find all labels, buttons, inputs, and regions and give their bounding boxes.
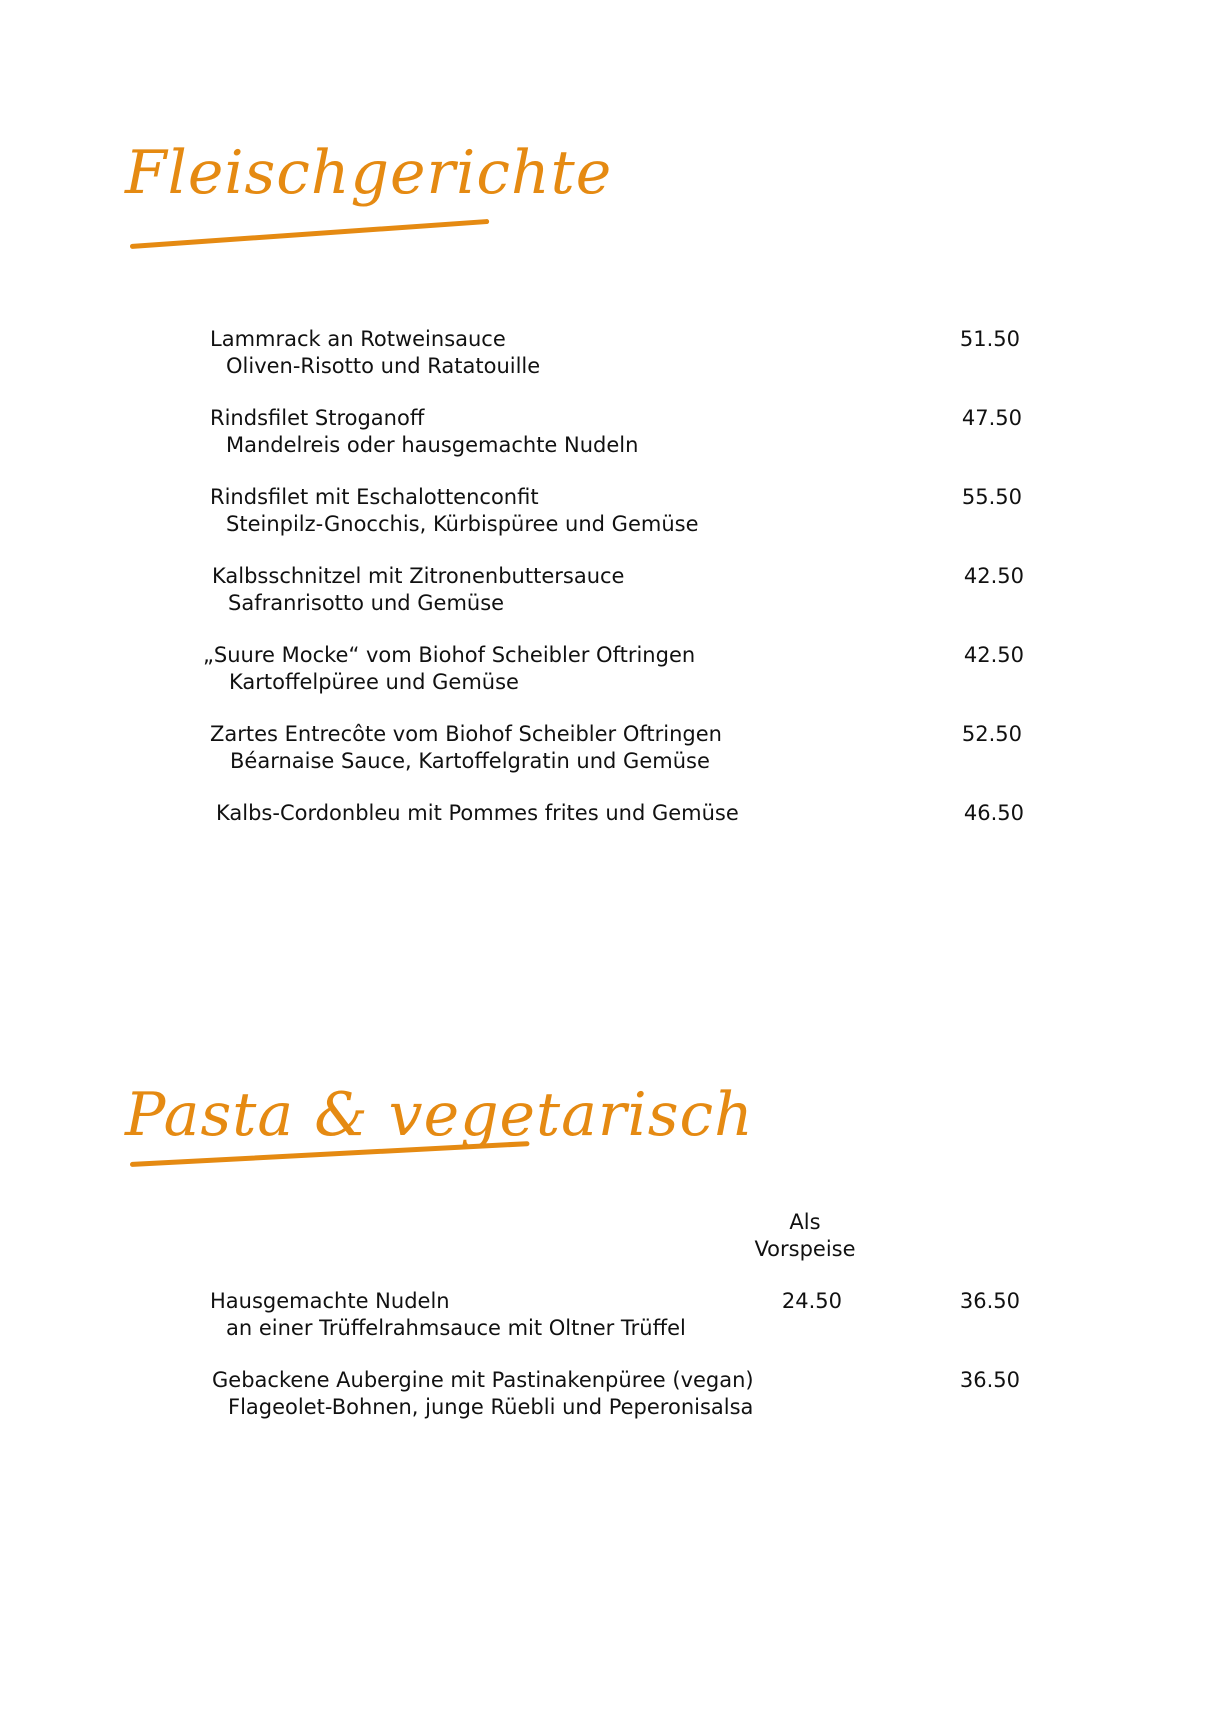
item-price: 46.50	[963, 801, 1024, 825]
item-price: 42.50	[963, 564, 1024, 588]
item-description: Steinpilz-Gnocchis, Kürbispüree und Gemüse	[226, 512, 699, 536]
item-description: Oliven-Risotto und Ratatouille	[226, 354, 541, 378]
item-name: Hausgemachte Nudeln	[210, 1289, 450, 1313]
item-price: 51.50	[959, 327, 1020, 351]
item-price: 36.50	[959, 1368, 1020, 1392]
item-name: Zartes Entrecôte vom Biohof Scheibler Oftringen	[210, 722, 722, 746]
item-description: Béarnaise Sauce, Kartoffelgratin und Gemüse	[230, 749, 710, 773]
item-description: an einer Trüffelrahmsauce mit Oltner Trüffel	[226, 1316, 686, 1340]
item-price: 52.50	[961, 722, 1022, 746]
item-description: Mandelreis oder hausgemachte Nudeln	[226, 433, 639, 457]
item-price: 55.50	[961, 485, 1022, 509]
menu-item	[216, 800, 739, 827]
item-description: Flageolet-Bohnen, junge Rüebli und Peperonisalsa	[228, 1395, 754, 1419]
item-description: Safranrisotto und Gemüse	[228, 591, 505, 615]
item-price: 42.50	[963, 643, 1024, 667]
item-price: 36.50	[959, 1289, 1020, 1313]
menu-item	[210, 405, 638, 459]
item-starter-price: 24.50	[781, 1289, 842, 1313]
item-name: Kalbs-Cordonbleu mit Pommes frites und Gemüse	[216, 801, 739, 825]
menu-item	[210, 326, 540, 380]
section-title-meat: Fleischgerichte	[125, 138, 613, 208]
item-name: Lammrack an Rotweinsauce	[210, 327, 506, 351]
column-header-starter: Als Vorspeise	[754, 1210, 856, 1261]
menu-item	[210, 1288, 686, 1342]
item-name: „Suure Mocke“ vom Biohof Scheibler Oftringen	[203, 643, 696, 667]
menu-item	[210, 721, 722, 775]
heading-underline-meat	[130, 219, 489, 249]
section-title-pasta: Pasta & vegetarisch	[125, 1080, 754, 1150]
item-name: Rindsfilet mit Eschalottenconfit	[210, 485, 539, 509]
menu-item	[203, 642, 695, 696]
item-name: Gebackene Aubergine mit Pastinakenpüree (vegan)	[212, 1368, 754, 1392]
item-name: Kalbsschnitzel mit Zitronenbuttersauce	[212, 564, 625, 588]
menu-item	[212, 1367, 754, 1421]
item-description: Kartoffelpüree und Gemüse	[229, 670, 519, 694]
menu-item	[212, 563, 624, 617]
menu-item	[210, 484, 699, 538]
item-name: Rindsfilet Stroganoff	[210, 406, 425, 430]
item-price: 47.50	[961, 406, 1022, 430]
